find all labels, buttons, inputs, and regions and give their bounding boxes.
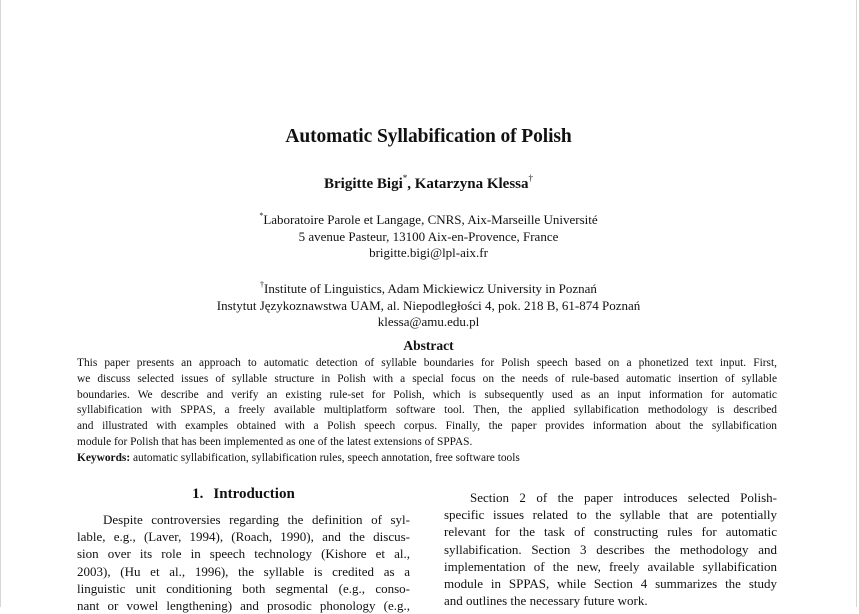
body-line: module in SPPAS, while Section 4 summarizes the study [444, 576, 777, 592]
author-name: Brigitte Bigi [324, 176, 403, 192]
body-line: linguistic unit conditioning both segmental (e.g., conso- [77, 580, 410, 596]
body-line: sion over its role in speech technology (Kishore et al., [77, 546, 410, 562]
author-email: klessa@amu.edu.pl [377, 314, 480, 329]
keywords-label: Keywords: [77, 452, 131, 464]
affiliation-mark: * [402, 173, 408, 183]
author-name: Katarzyna Klessa [414, 176, 529, 192]
affiliation-mark: † [260, 280, 265, 289]
section-heading [77, 486, 410, 503]
author-email: brigitte.bigi@lpl-aix.fr [369, 245, 488, 260]
affiliation-line [1, 281, 856, 298]
body-line: 2003), (Hu et al., 1996), the syllable is credited as a [77, 563, 410, 579]
affiliation-mark: * [259, 211, 264, 220]
body-line: lable, e.g., (Laver, 1994), (Roach, 1990), and the discus- [77, 529, 410, 545]
body-line: Despite controversies regarding the definition of syl- [77, 512, 410, 527]
section-title: Introduction [213, 486, 295, 502]
keywords-line [77, 451, 777, 467]
body-line: relevant for the task of constructing rules for automatic [444, 524, 777, 540]
paper-title: Automatic Syllabification of Polish [285, 126, 572, 147]
abstract-line: and illustrated with examples obtained with a Polish speech corpus. Finally, the paper provides information about the syllabification [77, 420, 777, 433]
abstract-line: we discuss selected issues of syllable structure in Polish with a special focus on the needs of rule-based automatic insertion of syllable [77, 372, 777, 385]
body-line: specific issues related to the syllable that are potentially [444, 507, 777, 523]
body-line: implementation of the new, freely available syllabification [444, 558, 777, 574]
abstract-body [77, 356, 777, 451]
abstract-line: boundaries. We describe and verify an existing rule-set for Polish, which is subsequently used as an input information for automatic [77, 388, 777, 401]
section-number: 1. [192, 486, 204, 502]
affiliation-text: Institute of Linguistics, Adam Mickiewicz University in Poznań [264, 281, 597, 296]
abstract-line: module for Polish that has been implemented as one of the latest extensions of SPPAS. [77, 435, 473, 448]
left-column [77, 511, 410, 614]
body-line: nant or vowel lengthening) and prosodic phonology (e.g., [77, 598, 410, 614]
affiliation-line: 5 avenue Pasteur, 13100 Aix-en-Provence, France [298, 228, 559, 244]
affiliation-text: Laboratoire Parole et Langage, CNRS, Aix-Marseille Université [263, 212, 598, 227]
author-line [1, 173, 856, 193]
abstract-heading: Abstract [403, 338, 454, 353]
affiliation-mark: † [528, 173, 533, 183]
right-column [444, 489, 777, 609]
keywords-text: automatic syllabification, syllabification rules, speech annotation, free software tools [130, 452, 520, 464]
author-separator: , [407, 176, 415, 192]
abstract-line: syllabification with SPPAS, a freely available multiplatform software tool. Then, the applied syllabification methodology is described [77, 404, 777, 417]
body-line: syllabification. Section 3 describes the methodology and [444, 541, 777, 557]
body-line: Section 2 of the paper introduces selected Polish- [444, 490, 777, 505]
abstract-line: This paper presents an approach to automatic detection of syllable boundaries for Polish speech based on a phonetized text input. First, [77, 357, 777, 369]
body-line: and outlines the necessary future work. [444, 593, 648, 609]
affiliation-line: Instytut Językoznawstwa UAM, al. Niepodległości 4, pok. 218 B, 61-874 Poznań [216, 297, 641, 313]
affiliation-block [1, 281, 856, 331]
affiliation-block [1, 212, 856, 262]
affiliation-line [1, 212, 856, 229]
